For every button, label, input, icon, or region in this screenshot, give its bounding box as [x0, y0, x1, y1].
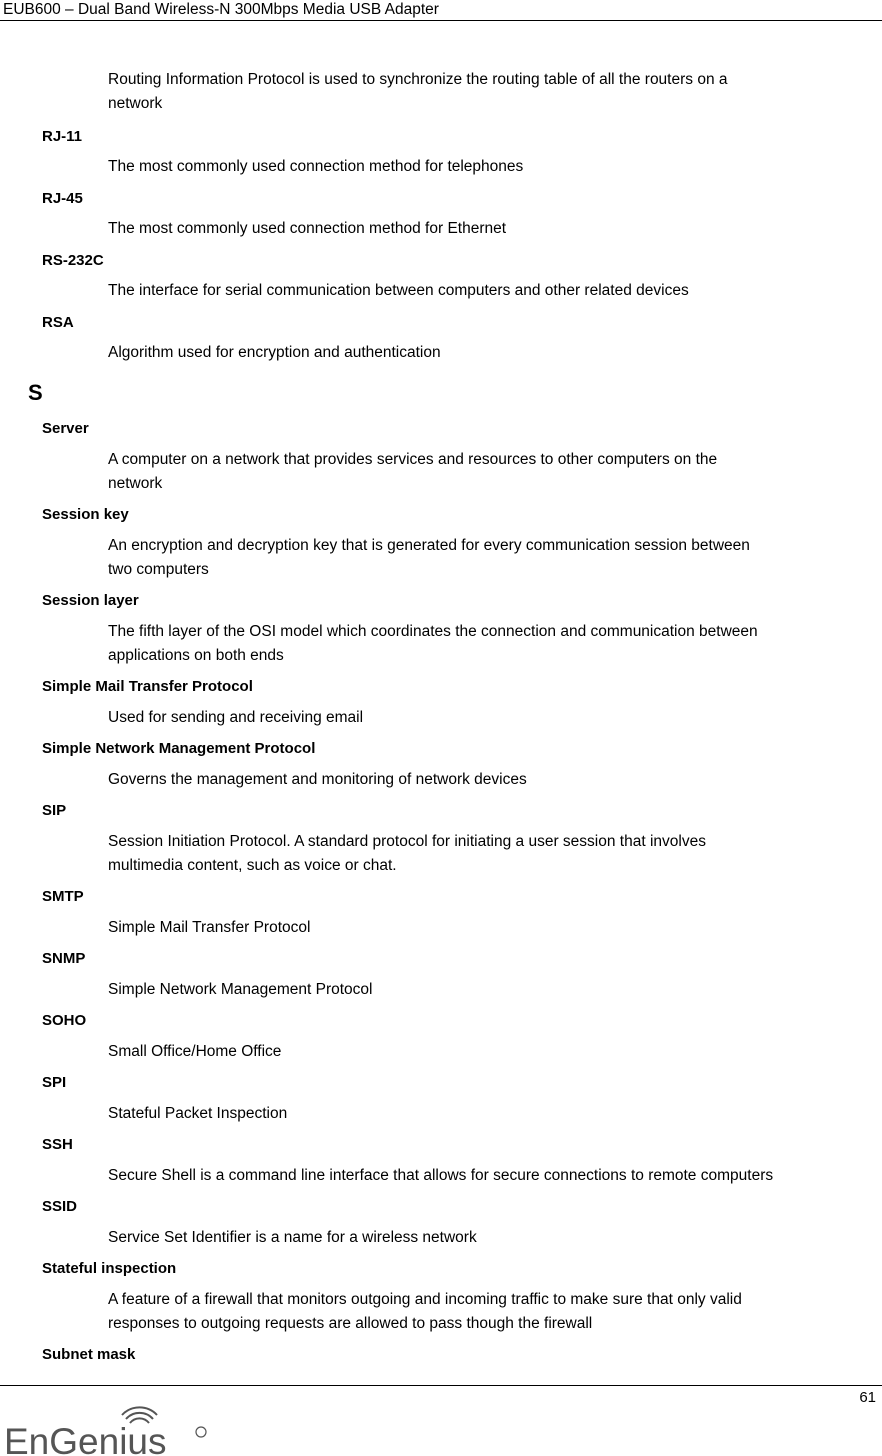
definition-line: network [108, 475, 163, 492]
definition-line: The interface for serial communication between computers and other related devices [108, 282, 689, 299]
definition-line: multimedia content, such as voice or chat. [108, 857, 397, 874]
logo-wordmark: EnGenius [4, 1421, 167, 1456]
glossary-term: SSH [42, 1136, 73, 1153]
glossary-term: RJ-11 [42, 128, 83, 145]
glossary-term: Stateful inspection [42, 1260, 177, 1277]
glossary-term: RJ-45 [42, 190, 83, 207]
glossary-term: Simple Mail Transfer Protocol [42, 678, 253, 695]
footer-divider [0, 1385, 882, 1386]
definition-line: Session Initiation Protocol. A standard protocol for initiating a user session that involves [108, 833, 706, 850]
definition-line: The most commonly used connection method for telephones [108, 158, 524, 175]
glossary-term: Session layer [42, 592, 139, 609]
glossary-term: Simple Network Management Protocol [42, 740, 316, 757]
definition-line: Governs the management and monitoring of network devices [108, 771, 527, 788]
definition-line: The fifth layer of the OSI model which coordinates the connection and communication between [108, 623, 758, 640]
engenius-logo [4, 1404, 214, 1456]
glossary-term: SIP [42, 802, 67, 819]
section-letter: S [28, 380, 43, 405]
definition-line: two computers [108, 561, 209, 578]
definition-line: applications on both ends [108, 647, 284, 664]
glossary-term: RSA [42, 314, 74, 331]
glossary-term: Session key [42, 506, 129, 523]
glossary-term: SSID [42, 1198, 78, 1215]
glossary-term: SPI [42, 1074, 67, 1091]
header-title: EUB600 – Dual Band Wireless-N 300Mbps Media USB Adapter [3, 1, 439, 18]
definition-line: responses to outgoing requests are allowed to pass though the firewall [108, 1315, 593, 1332]
registered-mark-icon [196, 1427, 206, 1437]
glossary-term: SOHO [42, 1012, 87, 1029]
definition-line: Algorithm used for encryption and authentication [108, 344, 441, 361]
definition-line: Stateful Packet Inspection [108, 1105, 288, 1122]
page-number: 61 [859, 1389, 876, 1406]
definition-line: Routing Information Protocol is used to synchronize the routing table of all the routers on a [108, 71, 728, 88]
definition-line: Service Set Identifier is a name for a wireless network [108, 1229, 477, 1246]
definition-line: Used for sending and receiving email [108, 709, 364, 726]
definition-line: Simple Mail Transfer Protocol [108, 919, 311, 936]
glossary-term: SMTP [42, 888, 84, 905]
glossary-term: SNMP [42, 950, 86, 967]
definition-line: Simple Network Management Protocol [108, 981, 373, 998]
definition-line: Small Office/Home Office [108, 1043, 282, 1060]
definition-line: network [108, 95, 163, 112]
page-header [0, 0, 882, 21]
glossary-term: RS-232C [42, 252, 104, 269]
glossary-term: Subnet mask [42, 1346, 136, 1363]
definition-line: An encryption and decryption key that is generated for every communication session between [108, 537, 750, 554]
definition-line: A computer on a network that provides services and resources to other computers on the [108, 451, 718, 468]
definition-line: Secure Shell is a command line interface that allows for secure connections to remote computers [108, 1167, 774, 1184]
definition-line: A feature of a firewall that monitors outgoing and incoming traffic to make sure that only valid [108, 1291, 742, 1308]
definition-line: The most commonly used connection method for Ethernet [108, 220, 507, 237]
glossary-term: Server [42, 420, 89, 437]
